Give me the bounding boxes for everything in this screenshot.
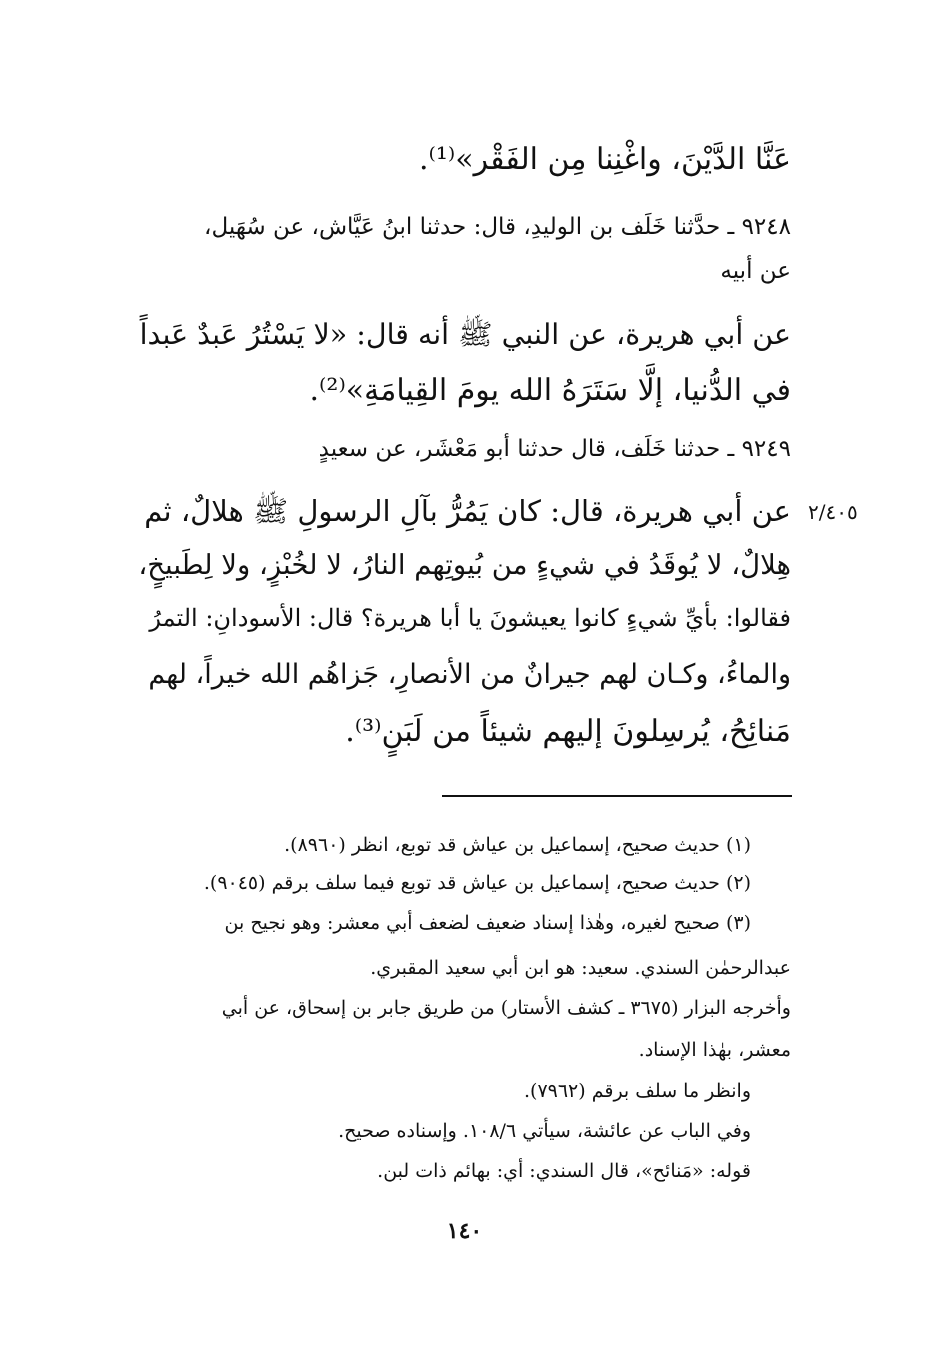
marginal-reference: ٢/٤٠٥ — [808, 500, 858, 524]
footnote-line: (٢) حديث صحيح، إسماعيل بن عياش قد توبع فيما سلف برقم (٩٠٤٥). — [203, 872, 751, 894]
footnote-line: قوله: «مَنائح»، قال السندي: أي: بهائم ذات لبن. — [377, 1160, 751, 1182]
footnote-line: (٣) صحيح لغيره، وهٰذا إسناد ضعيف لضعف أبي معشر: وهو نجيح بن — [224, 912, 751, 934]
hadith-line: والماءُ، وكـان لهم جيرانٌ من الأنصارِ، جَزاهُم الله خيراً، لهم — [148, 659, 791, 690]
footnote-line: (١) حديث صحيح، إسماعيل بن عياش قد توبع، انظر (٨٩٦٠). — [284, 834, 751, 856]
footnote-line: معشر، بهٰذا الإسناد. — [638, 1039, 791, 1061]
hadith-isnad-line: عن أبيه — [720, 258, 791, 284]
hadith-line: فقالوا: بأيِّ شيءٍ كانوا يعيشونَ يا أبا هريرة؟ قال: الأسودانِ: التمرُ — [149, 604, 791, 632]
hadith-isnad-line: ٩٢٤٨ ـ حدَّثنا خَلَف بن الوليدِ، قال: حدثنا ابنُ عَيَّاش، عن سُهَيل، — [204, 214, 791, 240]
hadith-line: هِلالٌ، لا يُوقَدُ في شيءٍ من بُيوتِهم النارُ، لا لخُبْزٍ، ولا لِطَبيخٍ، — [138, 549, 791, 581]
footnote-line: عبدالرحمٰن السندي. سعيد: هو ابن أبي سعيد المقبري. — [370, 957, 791, 979]
hadith-line: عن أبي هريرة، عن النبي ﷺ أنه قال: «لا يَسْتُرُ عَبدٌ عَبداً — [139, 318, 791, 351]
hadith-line: عَنَّا الدَّيْنَ، واغْنِنا مِن الفَقْر»⁽¹⁾. — [418, 142, 791, 177]
hadith-line: عن أبي هريرة، قال: كان يَمُرُّ بآلِ الرسولِ ﷺ هلالٌ، ثم — [144, 494, 791, 528]
footnote-separator — [442, 795, 792, 797]
footnote-line: وانظر ما سلف برقم (٧٩٦٢). — [523, 1080, 751, 1102]
page-number: ١٤٠ — [446, 1218, 483, 1244]
hadith-line: مَنائِحُ، يُرسِلونَ إليهم شيئاً من لَبَنٍ⁽³⁾. — [345, 714, 791, 749]
footnote-line: وأخرجه البزار (٣٦٧٥ ـ كشف الأستار) من طريق جابر بن إسحاق، عن أبي — [221, 997, 791, 1019]
footnote-line: وفي الباب عن عائشة، سيأتي ١٠٨/٦. وإسناده صحيح. — [338, 1120, 751, 1142]
hadith-isnad-line: ٩٢٤٩ ـ حدثنا خَلَف، قال حدثنا أبو مَعْشَر، عن سعيدٍ — [318, 436, 791, 462]
hadith-line: في الدُّنيا، إلَّا سَتَرَهُ الله يومَ القِيامَةِ»⁽²⁾. — [309, 373, 791, 408]
